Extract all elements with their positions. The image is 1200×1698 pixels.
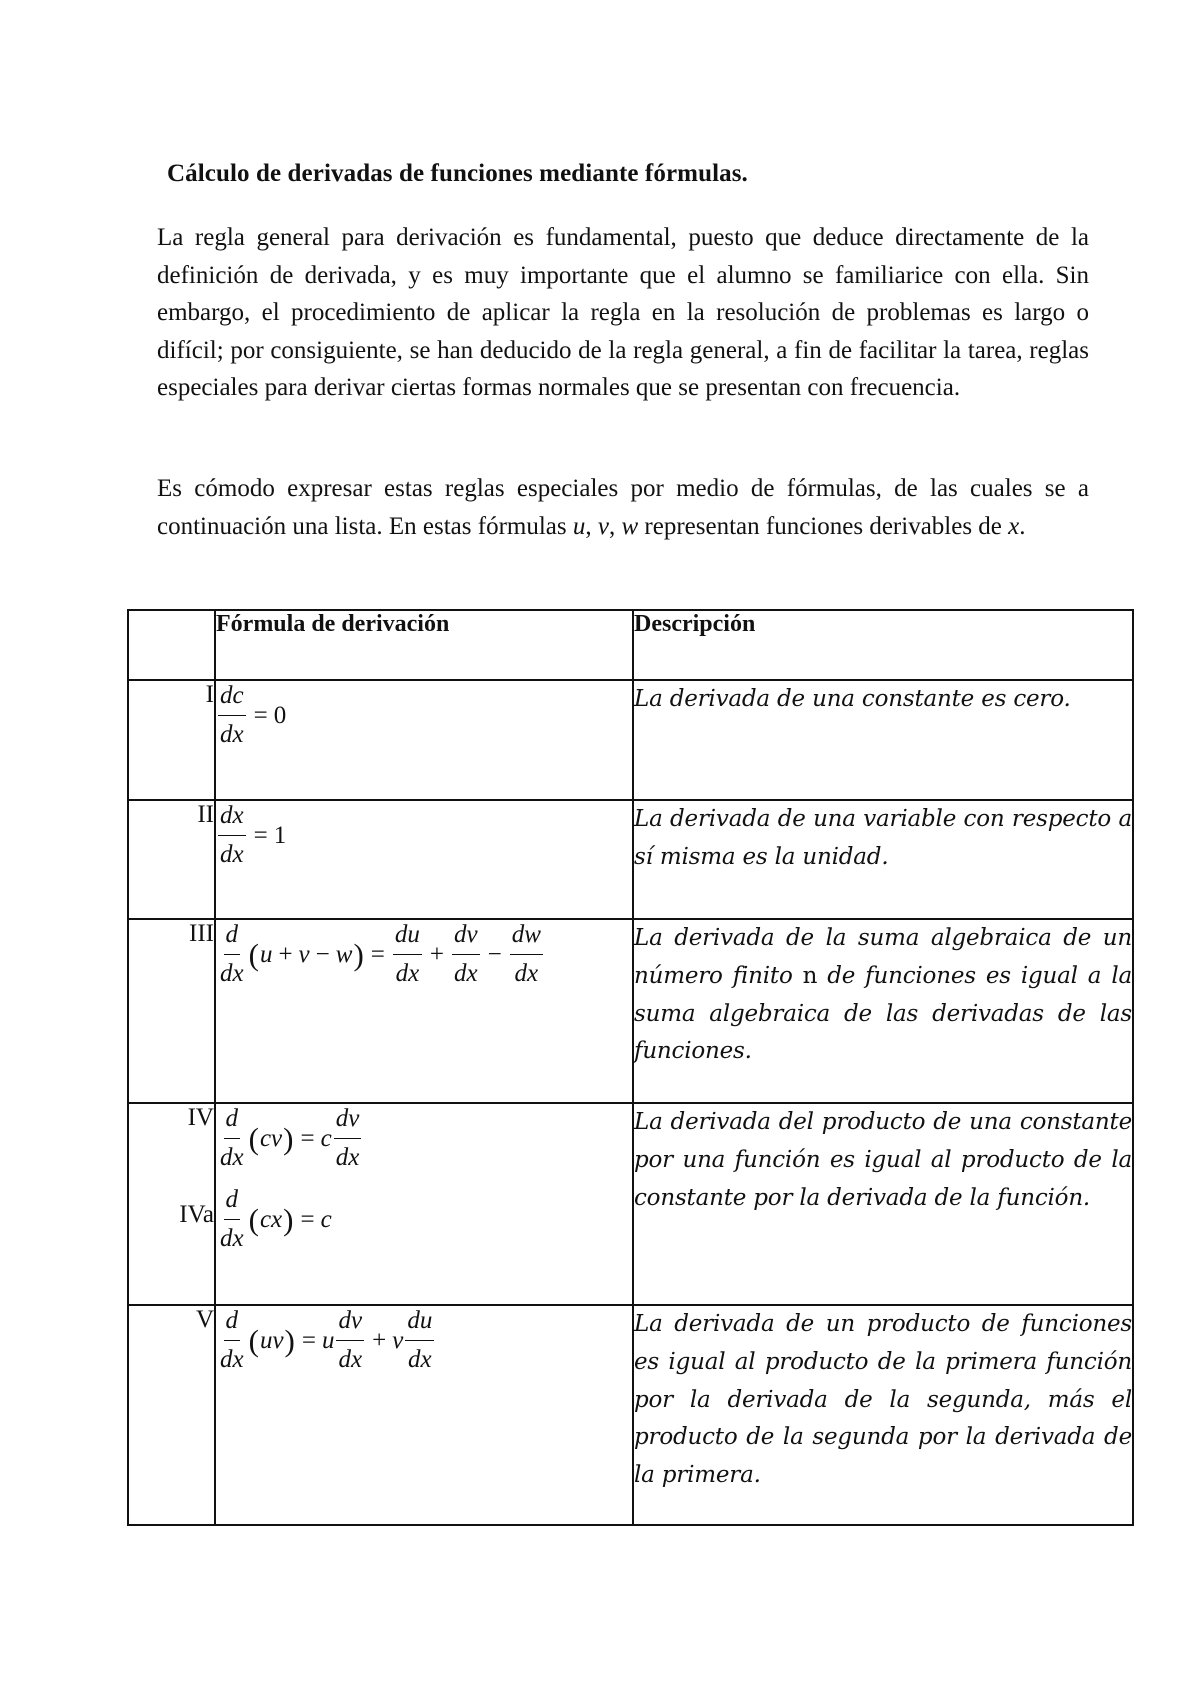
denominator: dx	[335, 1144, 360, 1171]
fraction	[452, 920, 480, 989]
var-v: v	[597, 512, 609, 540]
fraction	[334, 1104, 362, 1173]
description-cell: La derivada de una variable con respecto a sí misma es la unidad.	[633, 800, 1133, 919]
formula-cell	[215, 919, 633, 1103]
denominator: dx	[220, 960, 244, 987]
row-number-iva: IVa	[179, 1201, 214, 1228]
denominator: dx	[220, 721, 244, 748]
var-c: c	[320, 1205, 332, 1233]
formula-cell	[215, 1103, 633, 1305]
right-paren: )	[283, 1120, 294, 1156]
var-u: u	[572, 512, 586, 540]
formula-variable	[216, 801, 632, 870]
left-paren: (	[248, 936, 259, 972]
table-row	[128, 919, 1133, 1103]
var-x: x	[1008, 512, 1020, 540]
plus: +	[278, 940, 293, 968]
description-cell	[633, 919, 1133, 1103]
description-cell: La derivada de una constante es cero.	[633, 680, 1133, 800]
equals: =	[253, 821, 268, 849]
description-text: de funciones es igual a la suma algebraica de las derivadas de las funciones.	[634, 962, 1132, 1065]
header-num	[128, 610, 215, 680]
left-paren: (	[248, 1201, 259, 1237]
header-formula: Fórmula de derivación	[215, 610, 633, 680]
numerator: dw	[511, 921, 541, 948]
p2-sep-2: ,	[608, 512, 622, 540]
right-paren: )	[284, 1322, 295, 1358]
formula-constant-x	[216, 1185, 632, 1254]
numerator: du	[394, 921, 420, 948]
var-v: v	[298, 940, 310, 968]
row-number: III	[128, 919, 215, 1103]
denominator: dx	[220, 1225, 244, 1252]
page-title: Cálculo de derivadas de funciones mediante fórmulas.	[167, 160, 748, 187]
row-number: II	[128, 800, 215, 919]
product-uv: uv	[259, 1326, 284, 1354]
left-paren: (	[248, 1120, 259, 1156]
denominator: dx	[220, 1144, 244, 1171]
p2-text-1: Es cómodo expresar estas reglas especiales por medio de fórmulas, de las cuales se a continuación una lista. En estas fórmulas	[157, 475, 1089, 540]
p2-sep-1: ,	[585, 512, 598, 540]
p2-text-3: .	[1019, 512, 1026, 540]
fraction	[405, 1306, 434, 1375]
formula-constant	[216, 681, 632, 750]
equals: =	[301, 1326, 316, 1354]
p2-text-2: representan funciones derivables de	[638, 512, 1009, 540]
fraction	[218, 1185, 246, 1254]
formula-cell	[215, 1305, 633, 1525]
var-c: c	[320, 1124, 332, 1152]
plus: +	[372, 1326, 387, 1354]
table-header-row	[128, 610, 1133, 680]
plus: +	[429, 940, 444, 968]
header-description: Descripción	[633, 610, 1133, 680]
formula-cell	[215, 800, 633, 919]
denominator: dx	[220, 841, 244, 868]
equals: =	[300, 1205, 315, 1233]
numerator: dv	[338, 1307, 363, 1334]
formula-constant-product	[216, 1104, 632, 1173]
var-v: v	[392, 1326, 404, 1354]
table-row	[128, 1305, 1133, 1525]
formula-cell	[215, 680, 633, 800]
denominator: dx	[395, 960, 420, 987]
minus: −	[315, 940, 330, 968]
equals: =	[253, 701, 268, 729]
equals: =	[370, 940, 385, 968]
var-w: w	[335, 940, 353, 968]
numerator: d	[225, 921, 239, 948]
fraction	[218, 1104, 246, 1173]
numerator: dc	[220, 682, 244, 709]
description-cell: La derivada del producto de una constante por una función es igual al producto de la constante por la derivada de la función.	[633, 1103, 1133, 1305]
numerator: du	[407, 1307, 433, 1334]
fraction	[218, 801, 246, 870]
table-row	[128, 1103, 1133, 1305]
row-number	[128, 1103, 215, 1305]
formula-product	[216, 1306, 632, 1375]
row-number: V	[128, 1305, 215, 1525]
derivatives-table	[127, 609, 1134, 1526]
description-text: La derivada de la suma algebraica de un número finito	[634, 925, 1132, 989]
row-number-iv: IV	[187, 1104, 214, 1131]
right-paren: )	[283, 1201, 294, 1237]
description-n: n	[802, 962, 818, 989]
denominator: dx	[408, 1346, 432, 1373]
var-w: w	[621, 512, 639, 540]
denominator: dx	[454, 960, 478, 987]
description-cell: La derivada de un producto de funciones es igual al producto de la primera función por la derivada de la segunda, más el producto de la segunda por la derivada de la primera.	[633, 1305, 1133, 1525]
equals: =	[300, 1124, 315, 1152]
result: 1	[273, 821, 287, 849]
numerator: d	[225, 1105, 239, 1132]
formula-sum	[216, 920, 632, 989]
right-paren: )	[353, 936, 364, 972]
numerator: dv	[335, 1105, 360, 1132]
result: 0	[273, 701, 287, 729]
numerator: dx	[220, 802, 244, 829]
var-u: u	[259, 940, 273, 968]
second-paragraph	[157, 470, 1089, 545]
fraction	[218, 681, 246, 750]
var-u: u	[321, 1326, 335, 1354]
minus: −	[487, 940, 502, 968]
fraction	[218, 920, 246, 989]
left-paren: (	[248, 1322, 259, 1358]
table-row	[128, 800, 1133, 919]
fraction	[218, 1306, 246, 1375]
numerator: dv	[454, 921, 478, 948]
denominator: dx	[514, 960, 539, 987]
fraction	[510, 920, 543, 989]
numerator: d	[225, 1186, 239, 1213]
row-number: I	[128, 680, 215, 800]
table-row	[128, 680, 1133, 800]
denominator: dx	[338, 1346, 363, 1373]
fraction	[393, 920, 422, 989]
product-cx: cx	[259, 1205, 283, 1233]
numerator: d	[225, 1307, 239, 1334]
product-cv: cv	[259, 1124, 283, 1152]
intro-paragraph: La regla general para derivación es fundamental, puesto que deduce directamente de la definición de derivada, y es muy importante que el alumno se familiarice con ella. Sin embargo, el procedimiento de aplicar la regla en la resolución de problemas es largo o difícil; por consiguiente, se han deducido de la regla general, a fin de facilitar la tarea, reglas especiales para derivar ciertas formas normales que se presentan con frecuencia.	[157, 224, 1089, 402]
denominator: dx	[220, 1346, 244, 1373]
fraction	[336, 1306, 364, 1375]
